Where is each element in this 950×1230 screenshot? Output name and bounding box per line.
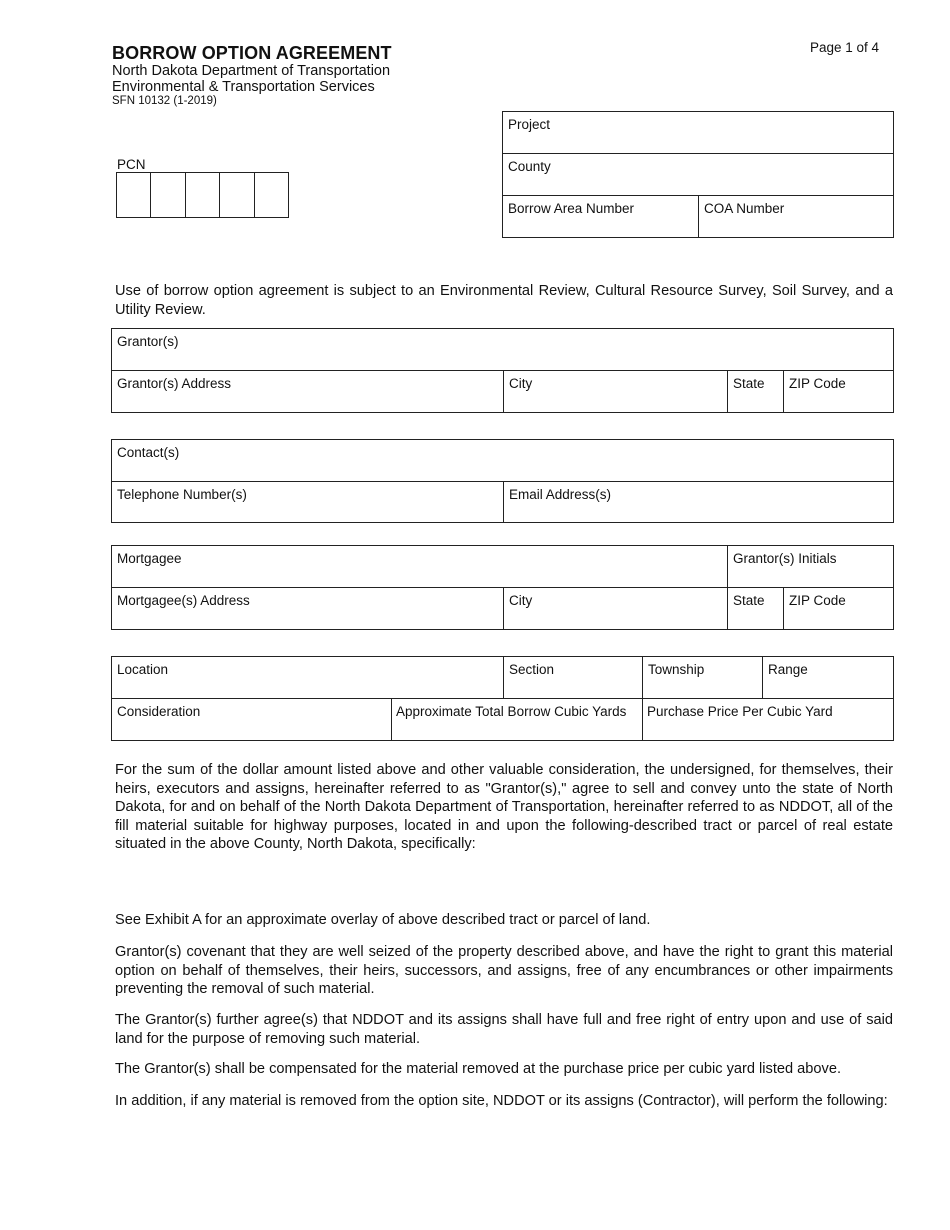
pcn-digit-box[interactable]	[255, 173, 288, 217]
project-label: Project	[508, 117, 551, 132]
grantors-field[interactable]	[112, 329, 893, 371]
grantor-table	[111, 328, 894, 413]
department-name: North Dakota Department of Transportation	[112, 63, 391, 79]
form-number: SFN 10132 (1-2019)	[112, 95, 217, 107]
grantor-address-field[interactable]	[112, 370, 504, 412]
section-field[interactable]	[503, 657, 643, 699]
mortgagee-zip-label: ZIP Code	[789, 593, 846, 608]
pcn-digit-box[interactable]	[151, 173, 185, 217]
mortgagee-address-label: Mortgagee(s) Address	[117, 593, 250, 608]
form-title: BORROW OPTION AGREEMENT	[112, 43, 392, 63]
pcn-label: PCN	[117, 157, 146, 172]
grantor-state-field[interactable]	[727, 370, 784, 412]
pcn-digit-box[interactable]	[220, 173, 254, 217]
body-paragraph-6: In addition, if any material is removed from the option site, NDDOT or its assigns (Contractor), will perform the following:	[115, 1093, 888, 1109]
mortgagee-zip-field[interactable]	[783, 587, 893, 629]
body-paragraph-5: The Grantor(s) shall be compensated for the material removed at the purchase price per cubic yard listed above.	[115, 1061, 841, 1077]
body-paragraph-4: The Grantor(s) further agree(s) that NDDOT and its assigns shall have full and free right of entry upon and use of said land for the purpose of removing such material.	[115, 1012, 893, 1047]
contacts-field[interactable]	[112, 440, 893, 482]
body-paragraph-2: See Exhibit A for an approximate overlay of above described tract or parcel of land.	[115, 912, 651, 928]
consideration-field[interactable]	[112, 698, 392, 740]
mortgagee-address-field[interactable]	[112, 587, 504, 629]
contact-table	[111, 439, 894, 523]
mortgagee-state-field[interactable]	[727, 587, 784, 629]
county-field[interactable]	[503, 153, 894, 195]
grantor-zip-field[interactable]	[783, 370, 893, 412]
telephone-field[interactable]	[112, 481, 504, 523]
county-label: County	[508, 159, 551, 174]
division-name: Environmental & Transportation Services	[112, 79, 375, 95]
location-table	[111, 656, 894, 741]
township-label: Township	[648, 662, 705, 677]
body-paragraph-1: For the sum of the dollar amount listed above and other valuable consideration, the undersigned, for themselves, their heirs, executors and assigns, hereinafter referred to as "Grantor(s)," agree to sell and convey unto the state of North Dakota, for and on behalf of the North Dakota Department of Transportation, hereinafter referred to as NDDOT, all of the fill material suitable for highway purposes, located in and upon the following-described tract or parcel of real estate situated in the above County, North Dakota, specifically:	[115, 762, 893, 853]
price-per-yard-label: Purchase Price Per Cubic Yard	[647, 704, 833, 719]
pcn-input-group	[116, 172, 289, 218]
borrow-area-number-field[interactable]	[503, 195, 699, 237]
mortgagee-table	[111, 545, 894, 630]
project-field[interactable]	[503, 112, 894, 154]
project-info-table	[502, 111, 894, 238]
price-per-yard-field[interactable]	[642, 698, 893, 740]
consideration-label: Consideration	[117, 704, 201, 719]
range-label: Range	[768, 662, 808, 677]
grantor-address-label: Grantor(s) Address	[117, 376, 232, 391]
contacts-label: Contact(s)	[117, 445, 180, 460]
location-field[interactable]	[112, 657, 504, 699]
intro-text: Use of borrow option agreement is subject to an Environmental Review, Cultural Resource Survey, Soil Survey, and a Utility Review.	[115, 283, 893, 318]
grantor-zip-label: ZIP Code	[789, 376, 846, 391]
coa-number-label: COA Number	[704, 201, 785, 216]
mortgagee-state-label: State	[733, 593, 765, 608]
grantor-city-label: City	[509, 376, 533, 391]
email-field[interactable]	[503, 481, 893, 523]
cubic-yards-field[interactable]	[391, 698, 643, 740]
mortgagee-city-field[interactable]	[503, 587, 728, 629]
cubic-yards-label: Approximate Total Borrow Cubic Yards	[396, 704, 627, 719]
pcn-digit-box[interactable]	[186, 173, 220, 217]
range-field[interactable]	[762, 657, 893, 699]
location-label: Location	[117, 662, 169, 677]
grantor-state-label: State	[733, 376, 765, 391]
pcn-digit-box[interactable]	[117, 173, 151, 217]
telephone-label: Telephone Number(s)	[117, 487, 247, 502]
mortgagee-label: Mortgagee	[117, 551, 182, 566]
coa-number-field[interactable]	[698, 195, 894, 237]
township-field[interactable]	[642, 657, 763, 699]
borrow-area-number-label: Borrow Area Number	[508, 201, 635, 216]
body-paragraph-3: Grantor(s) covenant that they are well seized of the property described above, and have the right to grant this material option on behalf of themselves, their heirs, successors, and assigns, free of any encumbrances or other impairments preventing the removal of such material.	[115, 944, 893, 998]
email-label: Email Address(s)	[509, 487, 612, 502]
grantors-label: Grantor(s)	[117, 334, 179, 349]
grantor-initials-field[interactable]	[727, 546, 893, 588]
grantor-city-field[interactable]	[503, 370, 728, 412]
grantor-initials-label: Grantor(s) Initials	[733, 551, 837, 566]
page-indicator: Page 1 of 4	[810, 40, 880, 55]
mortgagee-field[interactable]	[112, 546, 728, 588]
mortgagee-city-label: City	[509, 593, 533, 608]
section-label: Section	[509, 662, 555, 677]
